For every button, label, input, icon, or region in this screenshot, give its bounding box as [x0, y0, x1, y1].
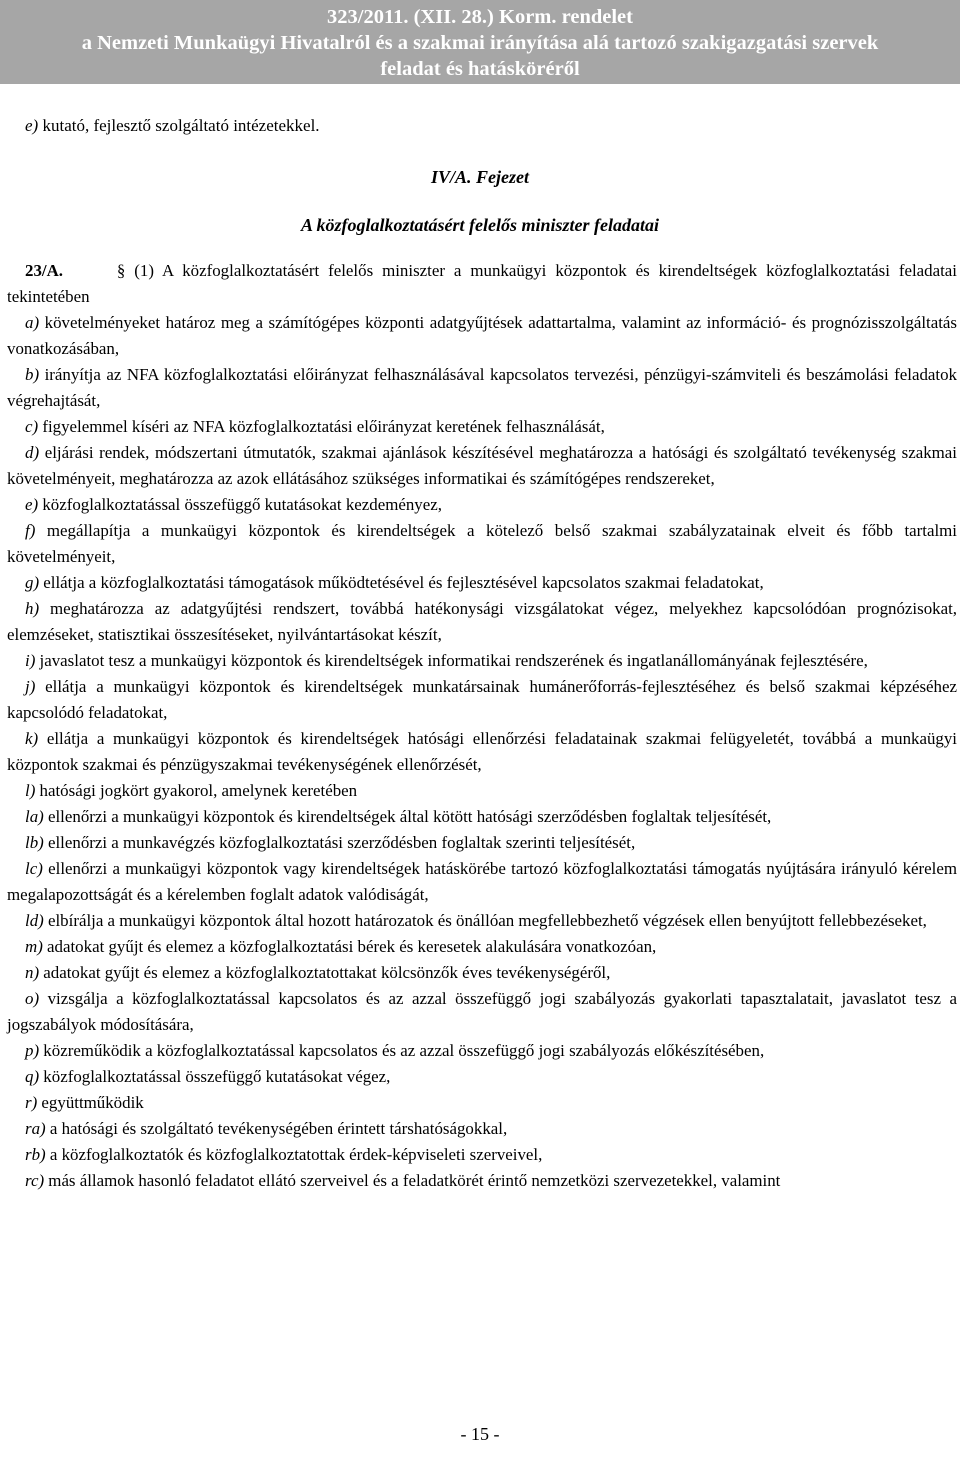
item-label: m) [25, 937, 43, 956]
list-item [7, 414, 957, 440]
section-sign: § [116, 261, 126, 280]
item-text: ellenőrzi a munkavégzés közfoglalkoztatási szerződésben foglaltak szerinti teljesítését, [43, 833, 636, 852]
item-text: követelményeket határoz meg a számítógépes központi adatgyűjtések adattartalma, valamint az információ- és prognózisszolgáltatás vonatkozásában, [7, 313, 957, 358]
item-label: r) [25, 1093, 38, 1112]
list-item [7, 362, 957, 414]
item-label: k) [25, 729, 39, 748]
list-item [7, 1090, 957, 1116]
article-number: 23/A. [25, 261, 64, 280]
header-decree-subject-end: feladat és hatásköréről [380, 58, 580, 80]
item-text: irányítja az NFA közfoglalkoztatási előirányzat felhasználásával kapcsolatos tervezési, pénzügyi-számviteli és beszámolási feladatok végrehajtását, [7, 365, 957, 410]
article-body [7, 258, 957, 1194]
item-text: közfoglalkoztatással összefüggő kutatásokat kezdeményez, [38, 495, 442, 514]
item-text: közreműködik a közfoglalkoztatással kapcsolatos és az azzal összefüggő jogi szabályozás előkészítésében, [39, 1041, 765, 1060]
item-text: közfoglalkoztatással összefüggő kutatásokat végez, [39, 1067, 391, 1086]
item-label: f) [25, 521, 36, 540]
item-text: elbírálja a munkaügyi központok által hozott határozatok és önállóan megfellebbezhető végzések ellen benyújtott fellebbezéseket, [43, 911, 927, 930]
item-label: q) [25, 1067, 40, 1086]
list-item [7, 1116, 957, 1142]
item-label: l) [25, 781, 36, 800]
item-text: kutató, fejlesztő szolgáltató intézetekkel. [38, 116, 320, 135]
item-text: más államok hasonló feladatot ellátó szerveivel és a feladatkörét érintő nemzetközi szervezetekkel, valamint [44, 1171, 781, 1190]
item-label: d) [25, 443, 40, 462]
list-item [7, 440, 957, 492]
item-text: a közfoglalkoztatók és közfoglalkoztatottak érdek-képviseleti szerveivel, [45, 1145, 543, 1164]
list-item [7, 674, 957, 726]
item-label: g) [25, 573, 40, 592]
item-text: megállapítja a munkaügyi központok és kirendeltségek a kötelező belső szakmai szabályzatainak elveit és főbb tartalmi követelményeit, [7, 521, 957, 566]
item-text: ellátja a munkaügyi központok és kirendeltségek hatósági ellenőrzési feladatainak szakmai felügyeletét, továbbá a munkaügyi központok szakmai és pénzügyszakmai tevékenységének ellenőrzését, [7, 729, 957, 774]
item-label: ra) [25, 1119, 46, 1138]
item-text: figyelemmel kíséri az NFA közfoglalkoztatási előirányzat keretének felhasználását, [38, 417, 605, 436]
item-text: eljárási rendek, módszertani útmutatók, szakmai ajánlások készítésével meghatározza a hatósági és szolgáltató tevékenység szakmai követelményeit, meghatározza az azok ellátásához szükséges informatikai és számítógépes rendszereket, [7, 443, 957, 488]
header-decree-subject: a Nemzeti Munkaügyi Hivatalról és a szakmai irányítása alá tartozó szakigazgatási szervek [81, 32, 879, 54]
article-paragraph [7, 258, 957, 310]
list-item [7, 570, 957, 596]
chapter-number: IV/A. Fejezet [431, 167, 529, 187]
item-label: h) [25, 599, 40, 618]
item-text: ellenőrzi a munkaügyi központok vagy kirendeltségek hatáskörébe tartozó közfoglalkoztatási támogatás nyújtására irányuló kérelem megalapozottságát és a kérelemben foglalt adatok valódiságát, [7, 859, 957, 904]
list-item [7, 1168, 957, 1194]
list-item [7, 856, 957, 908]
list-item [7, 960, 957, 986]
header-decree-title: 323/2011. (XII. 28.) Korm. rendelet [327, 6, 633, 28]
item-label: rc) [25, 1171, 45, 1190]
list-item [7, 726, 957, 778]
list-item [7, 908, 957, 934]
item-label: lb) [25, 833, 44, 852]
item-label: n) [25, 963, 40, 982]
page-number: - 15 - [460, 1424, 500, 1444]
item-label: e) [25, 495, 39, 514]
item-label: a) [25, 313, 40, 332]
list-item [7, 1142, 957, 1168]
item-text: együttműködik [37, 1093, 144, 1112]
list-item [7, 1064, 957, 1090]
list-item [7, 310, 957, 362]
item-text: meghatározza az adatgyűjtési rendszert, továbbá hatékonysági vizsgálatokat végez, melyekhez kapcsolódóan prognózisokat, elemzéseket, statisztikai összesítéseket, nyilvántartásokat készít, [7, 599, 957, 644]
list-item [7, 596, 957, 648]
item-label: e) [25, 116, 39, 135]
item-text: vizsgálja a közfoglalkoztatással kapcsolatos és az azzal összefüggő jogi szabályozás gyakorlati tapasztalatait, javaslatot tesz a jogszabályok módosítására, [7, 989, 957, 1034]
item-label: la) [25, 807, 44, 826]
item-text: adatokat gyűjt és elemez a közfoglalkoztatási bérek és keresetek alakulására vonatkozóan, [42, 937, 657, 956]
item-label: i) [25, 651, 36, 670]
item-label: ld) [25, 911, 44, 930]
item-text: ellátja a közfoglalkoztatási támogatások működtetésével és fejlesztésével kapcsolatos szakmai feladatokat, [39, 573, 764, 592]
list-item [7, 830, 957, 856]
item-text: a hatósági és szolgáltató tevékenységében érintett társhatóságokkal, [45, 1119, 508, 1138]
list-item [7, 1038, 957, 1064]
list-item [7, 518, 957, 570]
list-item [7, 778, 957, 804]
item-text: ellenőrzi a munkaügyi központok és kirendeltségek által kötött hatósági szerződésben foglaltak teljesítését, [43, 807, 772, 826]
item-list [7, 310, 957, 1194]
item-text: javaslatot tesz a munkaügyi központok és kirendeltségek informatikai rendszerének és ingatlanállományának fejlesztésére, [35, 651, 868, 670]
list-item [7, 804, 957, 830]
item-text: adatokat gyűjt és elemez a közfoglalkoztatottakat kölcsönzők éves tevékenységéről, [39, 963, 611, 982]
item-label: p) [25, 1041, 40, 1060]
item-label: lc) [25, 859, 43, 878]
item-label: j) [25, 677, 36, 696]
item-text: ellátja a munkaügyi központok és kirendeltségek munkatársainak humánerőforrás-fejlesztéséhez és belső szakmai képzéséhez kapcsolódó feladatokat, [7, 677, 957, 722]
document-header [0, 0, 960, 84]
list-item [7, 492, 957, 518]
item-label: rb) [25, 1145, 46, 1164]
item-label: o) [25, 989, 40, 1008]
article-text: (1) A közfoglalkoztatásért felelős miniszter a munkaügyi központok és kirendeltségek közfoglalkoztatási feladatai tekintetében [7, 261, 957, 306]
item-label: c) [25, 417, 39, 436]
item-label: b) [25, 365, 40, 384]
item-text: hatósági jogkört gyakorol, amelynek keretében [35, 781, 358, 800]
chapter-title: A közfoglalkoztatásért felelős miniszter feladatai [300, 215, 659, 235]
intro-item [25, 116, 320, 136]
list-item [7, 986, 957, 1038]
list-item [7, 648, 957, 674]
list-item [7, 934, 957, 960]
